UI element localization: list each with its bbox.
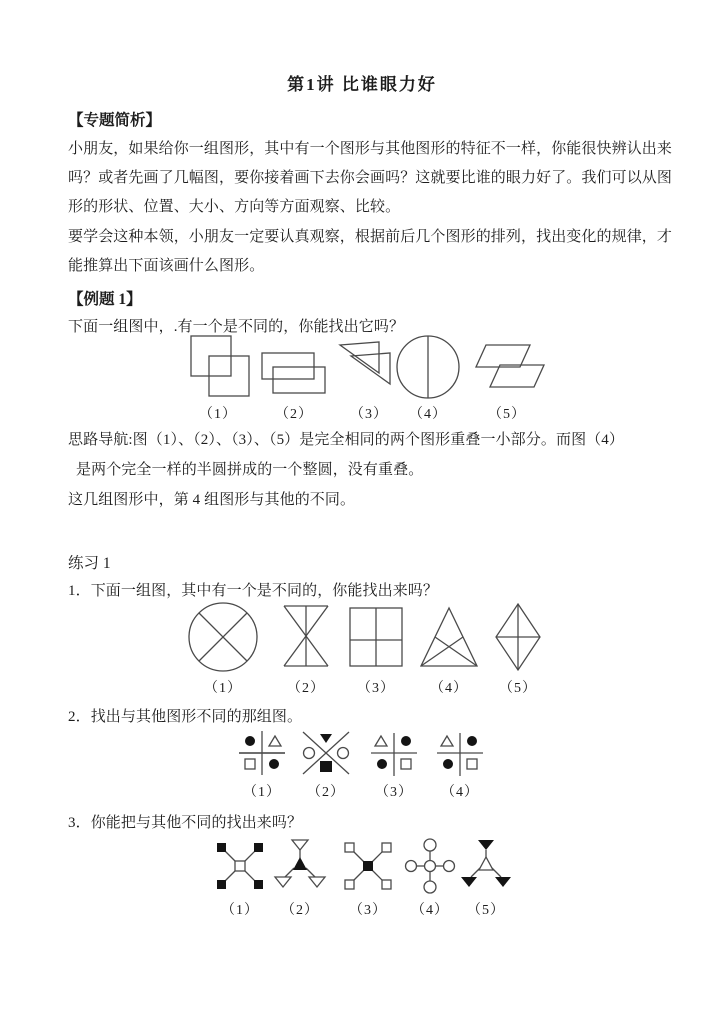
figure-label: （3） [349, 903, 387, 918]
figure-open-triangle-hub [458, 836, 514, 919]
figure-triangle-with-crossing-cevians [418, 600, 480, 697]
solution-line: 这几组图形中，第 4 组图形与其他的不同。 [68, 492, 356, 508]
figure-label: （5） [488, 407, 526, 422]
paragraph-line: 吗？或者先画了几幅图，要你接着画下去你会画吗？这就要比谁的眼力好了。我们可以从图 [68, 170, 673, 186]
figure-label: （2） [307, 785, 345, 800]
figure-two-overlapping-right-triangles [338, 334, 400, 423]
figure-label: （4） [411, 903, 449, 918]
figure-two-overlapping-rectangles [260, 334, 328, 423]
section-header-overview: 【专题简析】 [68, 112, 162, 129]
figure-circle-of-two-semicircles [396, 334, 460, 423]
figure-label: （3） [350, 407, 388, 422]
figure-x-cross-group2 [300, 728, 352, 801]
figure-label: （4） [409, 407, 447, 422]
figure-label: （1） [243, 785, 281, 800]
figure-plus-cross-group4 [434, 728, 486, 801]
figure-label: （2） [287, 681, 325, 696]
figure-plus-cross-group1 [236, 728, 288, 801]
figure-label: （1） [199, 407, 237, 422]
figure-hourglass-with-center-line [280, 600, 332, 697]
example1-question: 下面一组图中，.有一个是不同的，你能找出它吗？ [68, 319, 405, 335]
figure-filled-square-hub [340, 836, 396, 919]
figure-two-overlapping-parallelograms [468, 334, 546, 423]
figure-label: （3） [375, 785, 413, 800]
figure-label: （3） [357, 681, 395, 696]
paragraph-line: 小朋友，如果给你一组图形，其中有一个图形与其他图形的特征不一样，你能很快辨认出来 [68, 141, 673, 157]
figure-open-square-hub [212, 836, 268, 919]
solution-line: 思路导航:图（1）、（2）、（3）、（5）是完全相同的两个图形重叠一小部分。而图（4） [68, 432, 624, 448]
paragraph-line: 能推算出下面该画什么图形。 [68, 258, 265, 274]
figure-square-four-quadrants [348, 600, 404, 697]
figure-label: （4） [441, 785, 479, 800]
figure-filled-triangle-hub [272, 836, 328, 919]
figure-label: （1） [204, 681, 242, 696]
practice-header: 练习 1 [68, 555, 111, 572]
figure-rhombus-with-diagonals [494, 600, 542, 697]
practice-q2-text: 2．找出与其他图形不同的那组图。 [68, 709, 303, 725]
figure-circle-with-cross-chords [186, 600, 260, 697]
paragraph-line: 形的形状、位置、大小、方向等方面观察、比较。 [68, 199, 401, 215]
practice-q1-text: 1．下面一组图，其中有一个是不同的，你能找出来吗？ [68, 583, 439, 599]
solution-line: 是两个完全一样的半圆拼成的一个整圆，没有重叠。 [76, 462, 424, 478]
figure-label: （5） [467, 903, 505, 918]
figure-label: （2） [275, 407, 313, 422]
practice-q3-text: 3．你能把与其他不同的找出来吗？ [68, 815, 303, 831]
section-header-example1: 【例题 1】 [68, 291, 142, 308]
paragraph-line: 要学会这种本领，小朋友一定要认真观察，根据前后几个图形的排列，找出变化的规律，才 [68, 229, 673, 245]
figure-label: （5） [499, 681, 537, 696]
figure-label: （4） [430, 681, 468, 696]
figure-open-circle-hub [402, 836, 458, 919]
figure-label: （1） [221, 903, 259, 918]
figure-two-overlapping-squares [185, 334, 251, 423]
figure-plus-cross-group3 [368, 728, 420, 801]
page-title: 第1讲 比谁眼力好 [287, 75, 437, 94]
figure-label: （2） [281, 903, 319, 918]
